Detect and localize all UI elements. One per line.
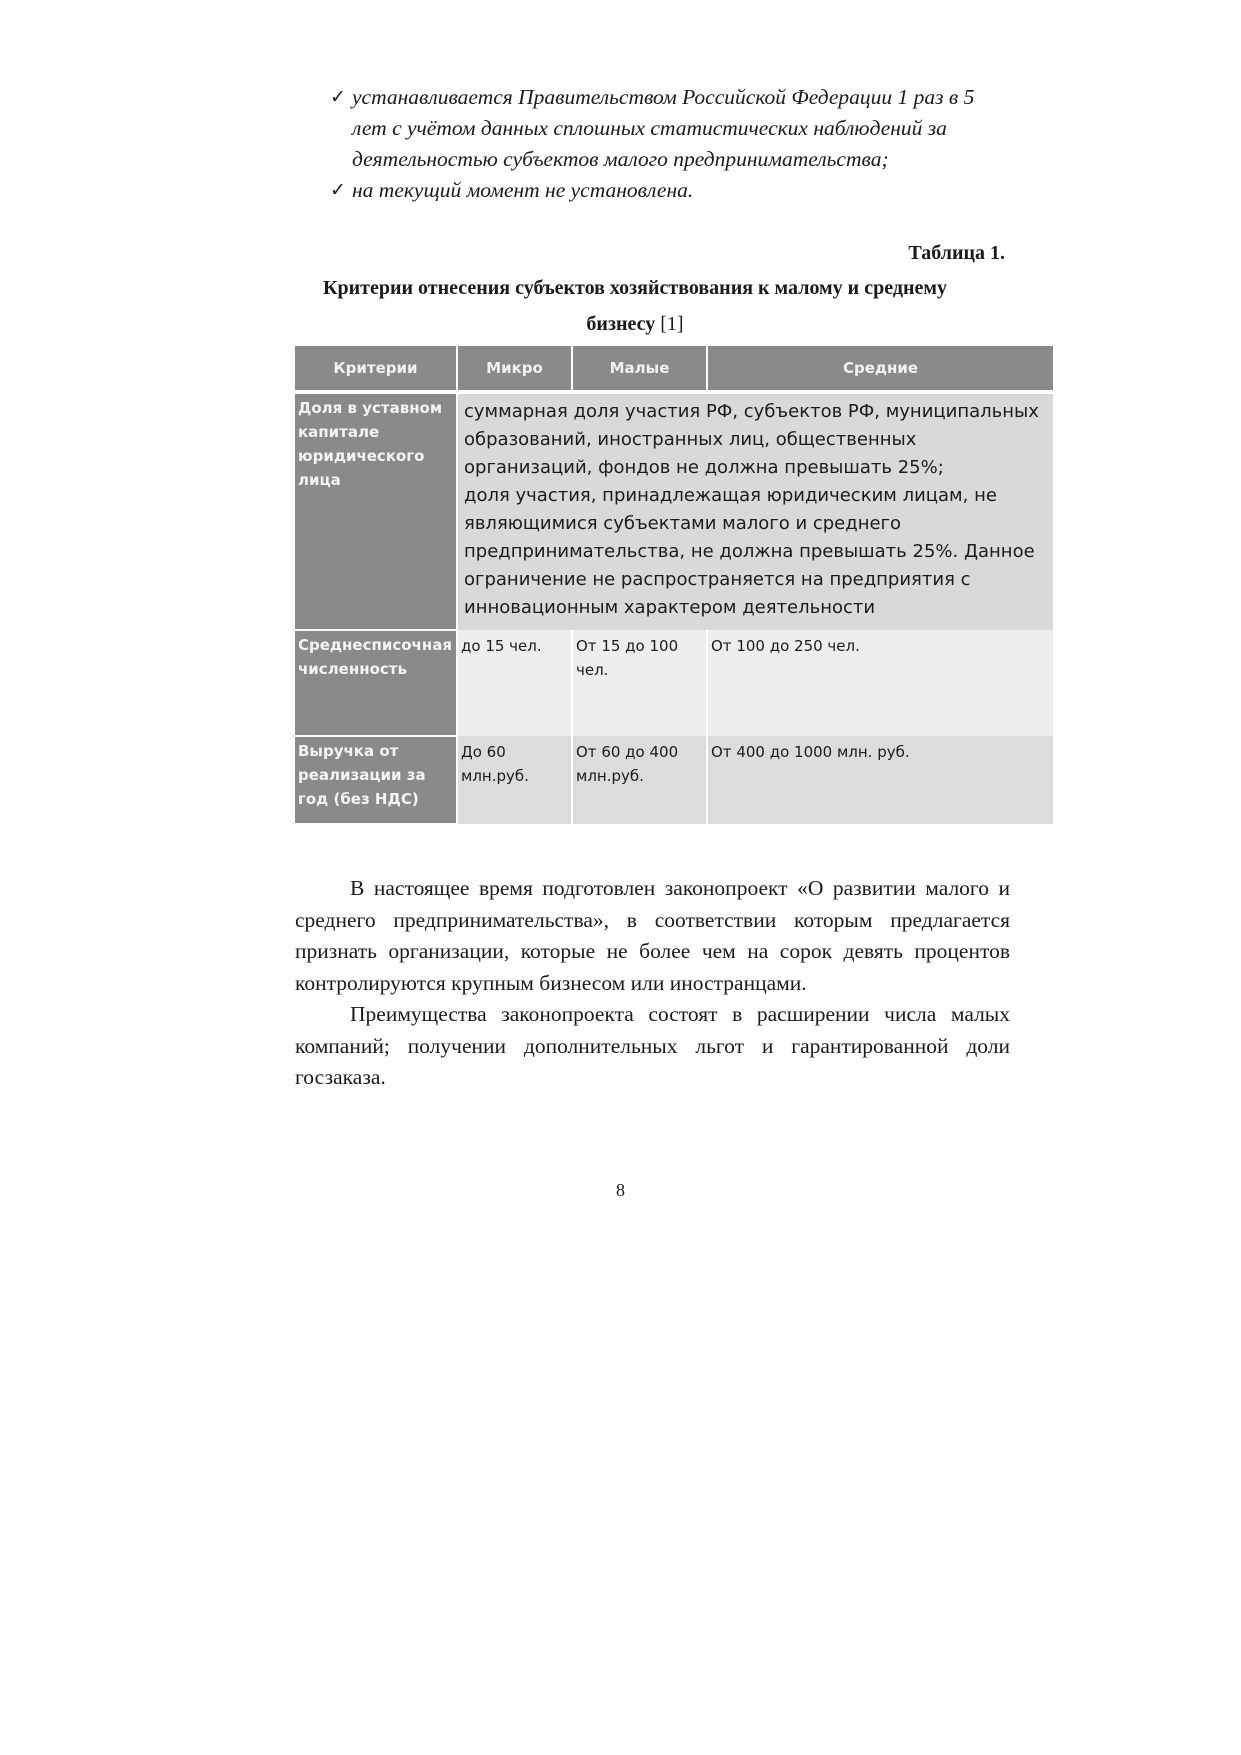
table-title-text: Критерии отнесения субъектов хозяйствования к малому и среднему бизнесу [323,277,947,335]
header-small: Малые [572,346,707,390]
cell-micro: До 60 млн.руб. [457,736,572,824]
row-label: Доля в уставном капитале юридического лица [295,394,457,630]
row-label: Выручка от реализации за год (без НДС) [295,736,457,824]
share-text-1: суммарная доля участия РФ, субъектов РФ, муниципальных образований, иностранных лиц, общественных организаций, фондов не должна превышать 25%; [464,401,1039,478]
table-row [295,630,1053,736]
cell-small: От 15 до 100 чел. [572,630,707,736]
table-row [295,394,1053,630]
table-row [295,736,1053,824]
share-text-2: доля участия, принадлежащая юридическим лицам, не являющимися субъектами малого и среднего предпринимательства, не должна превышать 25%. Данное ограничение не распространяется на предприятия с инновационным характером деятельности [464,485,1035,618]
row-label: Среднесписочная численность [295,630,457,736]
bullet-text: на текущий момент не установлена. [352,178,694,202]
list-item [330,175,1010,206]
header-criteria: Критерии [295,346,457,390]
header-micro: Микро [457,346,572,390]
table-number: Таблица 1. [908,242,1005,264]
bullet-list [330,82,1010,206]
cell-medium: От 400 до 1000 млн. руб. [707,736,1053,824]
bullet-text: устанавливается Правительством Российской Федерации 1 раз в 5 лет с учётом данных сплошных статистических наблюдений за деятельностью субъектов малого предпринимательства; [352,85,975,171]
header-medium: Средние [707,346,1053,390]
paragraph: В настоящее время подготовлен законопроект «О развитии малого и среднего предпринимательства», в соответствии которым предлагается признать организации, которые не более чем на сорок девять процентов контролируются крупным бизнесом или иностранцами. [295,876,1010,995]
checkmark-icon: ✓ [330,86,346,108]
page-number: 8 [616,1180,625,1200]
cell-small: От 60 до 400 млн.руб. [572,736,707,824]
body-text [295,873,1010,1094]
checkmark-icon: ✓ [330,179,346,201]
list-item [330,82,1010,175]
table-reference: [1] [660,313,684,335]
cell-medium: От 100 до 250 чел. [707,630,1053,736]
share-criteria-cell [457,394,1053,630]
table-header-row [295,346,1053,390]
table-title [295,270,975,342]
cell-micro: до 15 чел. [457,630,572,736]
criteria-table [295,346,1053,825]
paragraph: Преимущества законопроекта состоят в расширении числа малых компаний; получении дополнительных льгот и гарантированной доли госзаказа. [295,1002,1010,1089]
